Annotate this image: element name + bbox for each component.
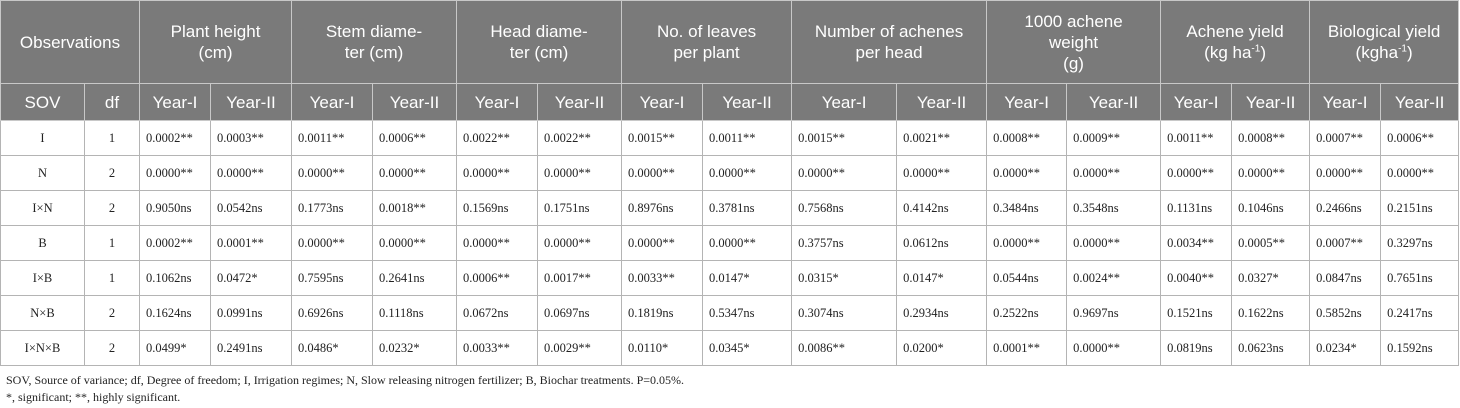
cell-value: 0.0000** (1310, 156, 1381, 191)
header-year-1: Year-I (792, 84, 897, 121)
cell-value: 0.2417ns (1381, 296, 1459, 331)
cell-value: 0.0499* (140, 331, 211, 366)
cell-value: 0.0029** (538, 331, 622, 366)
header-text: Biological yield (1327, 22, 1441, 41)
cell-value: 0.0000** (1232, 156, 1310, 191)
cell-value: 0.1131ns (1161, 191, 1232, 226)
cell-value: 0.0008** (987, 121, 1067, 156)
header-head-diameter (457, 1, 622, 84)
cell-value: 0.1624ns (140, 296, 211, 331)
header-year-2: Year-II (897, 84, 987, 121)
cell-value: 0.1819ns (622, 296, 703, 331)
cell-value: 0.5852ns (1310, 296, 1381, 331)
cell-value: 0.0018** (373, 191, 457, 226)
cell-value: 0.0000** (538, 156, 622, 191)
cell-value: 0.0000** (1381, 156, 1459, 191)
header-observations: Observations (1, 1, 140, 84)
cell-value: 0.0000** (897, 156, 987, 191)
cell-df: 1 (85, 261, 140, 296)
header-achene-yield (1161, 1, 1310, 84)
cell-value: 0.0033** (622, 261, 703, 296)
header-text: No. of leaves (656, 22, 757, 41)
header-achenes-per-head (792, 1, 987, 84)
cell-df: 1 (85, 226, 140, 261)
cell-sov: I (1, 121, 85, 156)
cell-value: 0.0147* (703, 261, 792, 296)
cell-value: 0.9697ns (1067, 296, 1161, 331)
cell-value: 0.0000** (538, 226, 622, 261)
cell-value: 0.0006** (457, 261, 538, 296)
header-row-groups (1, 1, 1459, 84)
cell-value: 0.2641ns (373, 261, 457, 296)
cell-value: 0.0486* (292, 331, 373, 366)
cell-sov: N×B (1, 296, 85, 331)
cell-value: 0.3781ns (703, 191, 792, 226)
cell-value: 0.0819ns (1161, 331, 1232, 366)
header-plant-height (140, 1, 292, 84)
cell-value: 0.0033** (457, 331, 538, 366)
cell-value: 0.0015** (622, 121, 703, 156)
cell-df: 1 (85, 121, 140, 156)
cell-value: 0.0086** (792, 331, 897, 366)
header-text: ) (1260, 43, 1266, 62)
cell-value: 0.0001** (987, 331, 1067, 366)
cell-value: 0.0327* (1232, 261, 1310, 296)
cell-value: 0.0000** (792, 156, 897, 191)
cell-value: 0.0022** (538, 121, 622, 156)
cell-value: 0.1592ns (1381, 331, 1459, 366)
header-biological-yield (1310, 1, 1459, 84)
cell-value: 0.8976ns (622, 191, 703, 226)
cell-value: 0.0005** (1232, 226, 1310, 261)
table-row (1, 331, 1459, 366)
header-year-1: Year-I (622, 84, 703, 121)
cell-value: 0.1569ns (457, 191, 538, 226)
header-leaves-per-plant (622, 1, 792, 84)
table-row (1, 156, 1459, 191)
cell-value: 0.0009** (1067, 121, 1161, 156)
header-year-1: Year-I (292, 84, 373, 121)
header-year-2: Year-II (1381, 84, 1459, 121)
cell-value: 0.0000** (373, 226, 457, 261)
cell-value: 0.0003** (211, 121, 292, 156)
cell-value: 0.0024** (1067, 261, 1161, 296)
cell-value: 0.0697ns (538, 296, 622, 331)
header-text: 1000 achene (1024, 11, 1123, 31)
cell-value: 0.0000** (140, 156, 211, 191)
cell-value: 0.3297ns (1381, 226, 1459, 261)
cell-value: 0.4142ns (897, 191, 987, 226)
header-text: weight (1049, 32, 1099, 52)
cell-value: 0.1622ns (1232, 296, 1310, 331)
cell-value: 0.0022** (457, 121, 538, 156)
cell-value: 0.0000** (457, 156, 538, 191)
header-year-2: Year-II (211, 84, 292, 121)
header-year-1: Year-I (457, 84, 538, 121)
header-text: per head (855, 43, 923, 62)
cell-value: 0.7595ns (292, 261, 373, 296)
cell-value: 0.0000** (1067, 226, 1161, 261)
cell-value: 0.0000** (987, 156, 1067, 191)
cell-value: 0.0017** (538, 261, 622, 296)
cell-value: 0.0000** (1067, 331, 1161, 366)
cell-df: 2 (85, 296, 140, 331)
header-achene-weight (987, 1, 1161, 84)
header-superscript: -1 (1251, 43, 1261, 55)
cell-value: 0.0006** (1381, 121, 1459, 156)
cell-value: 0.0000** (987, 226, 1067, 261)
table-row (1, 191, 1459, 226)
header-year-2: Year-II (373, 84, 457, 121)
cell-value: 0.0007** (1310, 121, 1381, 156)
cell-value: 0.0544ns (987, 261, 1067, 296)
cell-value: 0.0000** (211, 156, 292, 191)
cell-value: 0.6926ns (292, 296, 373, 331)
cell-value: 0.0623ns (1232, 331, 1310, 366)
cell-value: 0.0200* (897, 331, 987, 366)
cell-value: 0.0002** (140, 121, 211, 156)
cell-value: 0.0000** (457, 226, 538, 261)
header-text: Number of achenes (814, 22, 964, 41)
cell-value: 0.1062ns (140, 261, 211, 296)
header-sov: SOV (1, 84, 85, 121)
cell-value: 0.0001** (211, 226, 292, 261)
cell-sov: I×N×B (1, 331, 85, 366)
cell-sov: B (1, 226, 85, 261)
header-text: (cm) (198, 43, 233, 62)
table-footnotes (6, 372, 684, 406)
header-text: per plant (673, 43, 740, 62)
cell-value: 0.0542ns (211, 191, 292, 226)
header-year-2: Year-II (1067, 84, 1161, 121)
table-row (1, 226, 1459, 261)
table-body (1, 121, 1459, 366)
cell-value: 0.0232* (373, 331, 457, 366)
cell-df: 2 (85, 331, 140, 366)
cell-value: 0.0147* (897, 261, 987, 296)
cell-value: 0.0000** (622, 156, 703, 191)
cell-value: 0.0000** (703, 226, 792, 261)
cell-value: 0.0021** (897, 121, 987, 156)
cell-value: 0.0472* (211, 261, 292, 296)
cell-value: 0.0000** (1161, 156, 1232, 191)
cell-value: 0.0011** (703, 121, 792, 156)
cell-value: 0.1118ns (373, 296, 457, 331)
header-superscript: -1 (1398, 43, 1407, 55)
header-year-1: Year-I (140, 84, 211, 121)
header-year-1: Year-I (1161, 84, 1232, 121)
header-text: ter (cm) (344, 43, 404, 62)
table-row (1, 261, 1459, 296)
header-stem-diameter (292, 1, 457, 84)
cell-value: 0.0040** (1161, 261, 1232, 296)
cell-value: 0.2491ns (211, 331, 292, 366)
header-text: Achene yield (1186, 22, 1284, 41)
cell-value: 0.2522ns (987, 296, 1067, 331)
cell-value: 0.0672ns (457, 296, 538, 331)
cell-value: 0.0315* (792, 261, 897, 296)
cell-value: 0.1521ns (1161, 296, 1232, 331)
header-year-2: Year-II (703, 84, 792, 121)
header-text: ) (1406, 43, 1413, 62)
cell-value: 0.0000** (373, 156, 457, 191)
header-text: ter (cm) (509, 43, 569, 62)
cell-value: 0.0000** (292, 156, 373, 191)
header-text: (kgha (1355, 43, 1399, 62)
cell-value: 0.0612ns (897, 226, 987, 261)
header-text: (kg ha (1204, 43, 1252, 62)
cell-value: 0.0991ns (211, 296, 292, 331)
cell-value: 0.0008** (1232, 121, 1310, 156)
cell-value: 0.3484ns (987, 191, 1067, 226)
cell-value: 0.0002** (140, 226, 211, 261)
header-row-years (1, 84, 1459, 121)
header-text: (g) (1063, 53, 1084, 73)
table-row (1, 296, 1459, 331)
cell-sov: I×N (1, 191, 85, 226)
cell-value: 0.0034** (1161, 226, 1232, 261)
cell-value: 0.0015** (792, 121, 897, 156)
footnote-significance: *, significant; **, highly significant. (6, 390, 181, 404)
cell-value: 0.5347ns (703, 296, 792, 331)
cell-value: 0.0847ns (1310, 261, 1381, 296)
cell-value: 0.0000** (292, 226, 373, 261)
cell-value: 0.9050ns (140, 191, 211, 226)
cell-value: 0.1773ns (292, 191, 373, 226)
cell-value: 0.2934ns (897, 296, 987, 331)
header-year-1: Year-I (987, 84, 1067, 121)
cell-value: 0.3757ns (792, 226, 897, 261)
cell-value: 0.0000** (1067, 156, 1161, 191)
cell-value: 0.2151ns (1381, 191, 1459, 226)
cell-value: 0.7651ns (1381, 261, 1459, 296)
header-year-2: Year-II (1232, 84, 1310, 121)
cell-value: 0.0011** (1161, 121, 1232, 156)
footnote-abbreviations: SOV, Source of variance; df, Degree of freedom; I, Irrigation regimes; N, Slow releasing nitrogen fertilizer; B, Biochar treatments. P=0.05%. (6, 373, 685, 387)
cell-value: 0.0011** (292, 121, 373, 156)
header-year-2: Year-II (538, 84, 622, 121)
cell-sov: I×B (1, 261, 85, 296)
cell-value: 0.1046ns (1232, 191, 1310, 226)
cell-value: 0.0007** (1310, 226, 1381, 261)
cell-value: 0.0234* (1310, 331, 1381, 366)
cell-value: 0.7568ns (792, 191, 897, 226)
cell-value: 0.2466ns (1310, 191, 1381, 226)
cell-value: 0.3548ns (1067, 191, 1161, 226)
cell-value: 0.1751ns (538, 191, 622, 226)
cell-value: 0.0110* (622, 331, 703, 366)
cell-value: 0.3074ns (792, 296, 897, 331)
cell-sov: N (1, 156, 85, 191)
cell-value: 0.0000** (703, 156, 792, 191)
header-text: Plant height (170, 22, 261, 41)
header-text: Head diame- (490, 22, 588, 41)
cell-value: 0.0006** (373, 121, 457, 156)
header-year-1: Year-I (1310, 84, 1381, 121)
cell-value: 0.0000** (622, 226, 703, 261)
cell-df: 2 (85, 191, 140, 226)
cell-value: 0.0345* (703, 331, 792, 366)
cell-df: 2 (85, 156, 140, 191)
header-df: df (85, 84, 140, 121)
table-row (1, 121, 1459, 156)
header-text: Stem diame- (325, 22, 423, 41)
